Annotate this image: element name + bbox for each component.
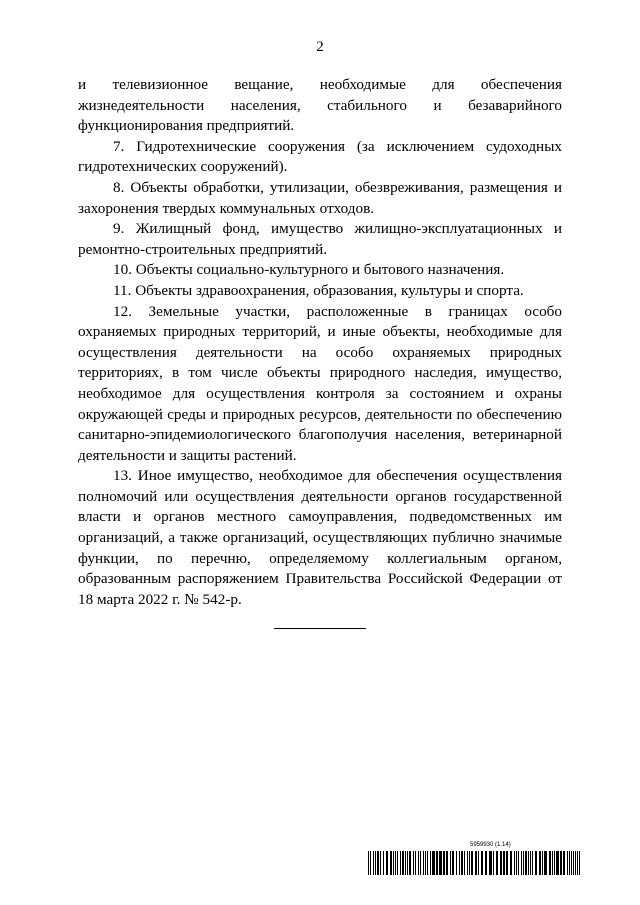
barcode-bar: [496, 851, 498, 875]
paragraph-item-9: 9. Жилищный фонд, имущество жилищно-эксплуатационных и ремонтно-строительных предприятий.: [78, 220, 562, 258]
barcode-bar: [544, 851, 547, 875]
barcode-bar: [521, 851, 522, 875]
barcode-bar: [530, 851, 531, 875]
paragraph-item-13: 13. Иное имущество, необходимое для обеспечения осуществления полномочий или осуществления деятельности органов государственной власти и органов местного самоуправления, подведомственных им организаций, а также организаций, осуществляющих публично значимые функции, по перечню, определяемому коллегиальным органом, образованным распоряжением Правительства Российской Федерации от 18 марта 2022 г. № 542-р.: [78, 467, 562, 608]
barcode-bar: [569, 851, 570, 875]
barcode-bar: [409, 851, 411, 875]
barcode-bar: [373, 851, 374, 875]
barcode-bar: [413, 851, 414, 875]
barcode-bar: [390, 851, 392, 875]
barcode-bar: [370, 851, 371, 875]
barcode-bar: [471, 851, 473, 875]
barcode-bar: [430, 851, 431, 875]
barcode-bar: [405, 851, 406, 875]
barcode-bar: [563, 851, 565, 875]
paragraph-item-10: 10. Объекты социально-культурного и бытового назначения.: [113, 261, 505, 279]
barcode-bar: [525, 851, 527, 875]
barcode-bar: [456, 851, 457, 875]
barcode-bar: [503, 851, 505, 875]
barcode-bar: [368, 851, 369, 875]
barcode-bar: [423, 851, 424, 875]
paragraph-item-11: 11. Объекты здравоохранения, образования, культуры и спорта.: [113, 281, 524, 299]
barcode-bar: [493, 851, 494, 875]
barcode-bar: [552, 851, 553, 875]
barcode-bar: [467, 851, 468, 875]
barcode-bar: [386, 851, 388, 875]
barcode-bar: [427, 851, 428, 875]
barcode-bar: [573, 851, 574, 875]
barcode-bar: [554, 851, 555, 875]
barcode-bar: [436, 851, 438, 875]
barcode-bar: [485, 851, 487, 875]
document-body: [78, 75, 562, 610]
barcode-bar: [469, 851, 470, 875]
barcode-bar: [397, 851, 398, 875]
barcode-bar: [450, 851, 451, 875]
barcode-bar: [556, 851, 559, 875]
paragraph-item-8: 8. Объекты обработки, утилизации, обезвреживания, размещения и захоронения твердых коммунальных отходов.: [78, 178, 562, 217]
page-number: 2: [316, 39, 324, 55]
document-code: 5959930 (1.14): [470, 842, 511, 848]
paragraph-item-7: 7. Гидротехнические сооружения (за исключением судоходных гидротехнических сооружений).: [78, 137, 562, 176]
barcode-bar: [402, 851, 404, 875]
barcode-bar: [415, 851, 416, 875]
barcode-bar: [514, 851, 515, 875]
barcode-bar: [528, 851, 529, 875]
barcode-bar: [567, 851, 568, 875]
barcode-bar: [443, 851, 445, 875]
barcode-bar: [377, 851, 379, 875]
barcode-bar: [510, 851, 512, 875]
barcode-bar: [506, 851, 508, 875]
barcode-bar: [532, 851, 533, 875]
barcode-bar: [375, 851, 376, 875]
barcode-bar: [579, 851, 580, 875]
barcode-bar: [489, 851, 492, 875]
barcode-bar: [523, 851, 524, 875]
barcode-bar: [539, 851, 541, 875]
barcode-bar: [418, 851, 419, 875]
barcode-bar: [407, 851, 408, 875]
barcode-bar: [516, 851, 517, 875]
barcode-bar: [518, 851, 519, 875]
barcode-bar: [475, 851, 477, 875]
barcode-bar: [542, 851, 543, 875]
paragraph-continuation: и телевизионное вещание, необходимые для обеспечения жизнедеятельности населения, стабильного и безаварийного функционирования предприятий.: [78, 76, 562, 135]
barcode-bar: [380, 851, 381, 875]
barcode-bar: [400, 851, 401, 875]
barcode: [368, 851, 584, 875]
barcode-bar: [439, 851, 442, 875]
barcode-bar: [549, 851, 551, 875]
barcode-bar: [500, 851, 502, 875]
barcode-bar: [535, 851, 537, 875]
barcode-bar: [459, 851, 460, 875]
barcode-bar: [393, 851, 394, 875]
end-separator-line: [274, 628, 366, 629]
barcode-bar: [452, 851, 454, 875]
paragraph-item-12: 12. Земельные участки, расположенные в границах особо охраняемых природных территорий, и иные объекты, необходимые для осуществления деятельности на особо охраняемых природных территориях, в том числе объекты природного наследия, имущество, необходимое для осуществления контроля за состоянием и охраны окружающей среды и природных ресурсов, деятельности по обеспечению санитарно-эпидемиологического благополучия населения, ветеринарной деятельности и защиты растений.: [78, 302, 562, 464]
barcode-bar: [571, 851, 572, 875]
barcode-bar: [395, 851, 396, 875]
barcode-bar: [383, 851, 384, 875]
barcode-bar: [432, 851, 435, 875]
barcode-bar: [420, 851, 421, 875]
barcode-bar: [481, 851, 483, 875]
barcode-bar: [478, 851, 479, 875]
barcode-bar: [461, 851, 463, 875]
barcode-bar: [577, 851, 578, 875]
barcode-bar: [464, 851, 465, 875]
barcode-bar: [560, 851, 562, 875]
barcode-bar: [446, 851, 448, 875]
barcode-bar: [425, 851, 426, 875]
barcode-bar: [575, 851, 576, 875]
